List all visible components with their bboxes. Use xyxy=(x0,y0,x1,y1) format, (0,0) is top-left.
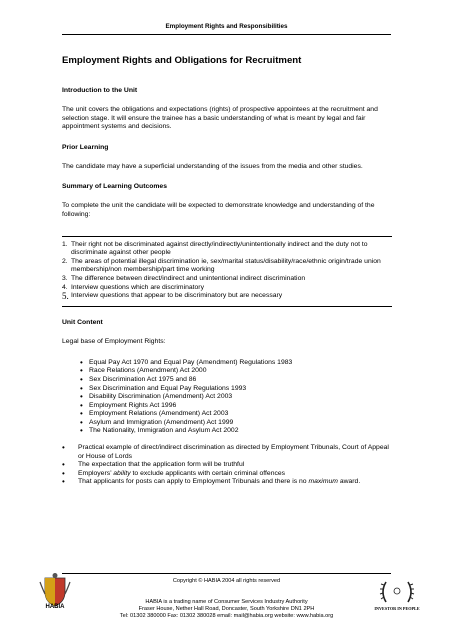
habia-logo-text: HABIA xyxy=(45,604,65,610)
footer-line: HABIA is a trading name of Consumer Services Industry Authority xyxy=(145,599,308,605)
point-text-start: Employers’ xyxy=(78,469,114,477)
summary-text: To complete the unit the candidate will be expected to demonstrate knowledge and understanding of the following: xyxy=(62,202,375,218)
bullet-icon: • xyxy=(62,477,65,487)
act-text: Equal Pay Act 1970 and Equal Pay (Amendment) Regulations 1983 xyxy=(89,358,293,366)
outcome-item xyxy=(62,284,392,293)
act-text: Employment Relations (Amendment) Act 2003 xyxy=(89,410,229,418)
bullet-icon: • xyxy=(80,400,83,410)
content-points-list xyxy=(62,444,392,487)
list-item xyxy=(80,393,392,402)
footer-divider xyxy=(62,573,391,574)
list-item xyxy=(80,385,392,394)
act-text: Disability Discrimination (Amendment) Act 2003 xyxy=(89,393,233,401)
act-text: Sex Discrimination Act 1975 and 86 xyxy=(89,375,197,383)
acts-list xyxy=(62,359,392,436)
unit-content-heading: Unit Content xyxy=(62,319,103,327)
copyright-text: Copyright © HABIA 2004 all rights reserved xyxy=(172,578,281,584)
act-text: Asylum and Immigration (Amendment) Act 1999 xyxy=(89,418,234,426)
bullet-icon: • xyxy=(80,426,83,436)
bullet-icon: • xyxy=(62,460,65,470)
point-text-end: to exclude applicants with certain criminal offences xyxy=(130,469,286,477)
list-item xyxy=(80,359,392,368)
outcome-number: 2. xyxy=(62,257,68,265)
list-item xyxy=(80,376,392,385)
list-item xyxy=(80,427,392,436)
list-item xyxy=(62,478,392,487)
outcome-item xyxy=(62,241,392,258)
bullet-icon: • xyxy=(80,357,83,367)
point-text: The expectation that the application form will be truthful xyxy=(78,461,245,469)
running-header: Employment Rights and Responsibilities xyxy=(62,23,391,35)
list-item xyxy=(62,470,392,479)
bullet-icon: • xyxy=(80,374,83,384)
outcome-item xyxy=(62,275,392,284)
prior-learning-heading: Prior Learning xyxy=(62,143,109,151)
list-item xyxy=(80,367,392,376)
bullet-icon: • xyxy=(80,409,83,419)
bullet-icon: • xyxy=(80,383,83,393)
outcome-number: 1. xyxy=(62,240,68,248)
intro-heading: Introduction to the Unit xyxy=(62,87,138,94)
outcome-text: Interview questions which are discriminatory xyxy=(71,283,204,291)
outcome-item xyxy=(62,292,392,301)
bullet-icon: • xyxy=(80,366,83,376)
page-title: Employment Rights and Obligations for Recruitment xyxy=(62,55,302,66)
point-text-start: That applicants for posts can apply to Employment Tribunals and there is no xyxy=(78,478,309,486)
investor-in-people-logo-text: INVESTOR IN PEOPLE xyxy=(374,606,420,611)
intro-text: The unit covers the obligations and expectations (rights) of prospective appointees at the recruitment and selection stage. It will ensure the trainee has a basic understanding of what is meant by legal and fair appointment systems and decisions. xyxy=(62,106,378,131)
act-text: The Nationality, Immigration and Asylum Act 2002 xyxy=(89,427,239,435)
act-text: Sex Discrimination and Equal Pay Regulations 1993 xyxy=(89,384,247,392)
bullet-icon: • xyxy=(62,443,65,453)
bullet-icon: • xyxy=(62,468,65,478)
point-text-end: award. xyxy=(337,478,361,486)
point-emphasis: maximum xyxy=(308,478,338,486)
list-item xyxy=(80,402,392,411)
main-content xyxy=(62,55,392,487)
outcome-text: The difference between direct/indirect and unintentional indirect discrimination xyxy=(71,274,306,282)
point-emphasis: ability xyxy=(113,469,131,477)
point-text: Practical example of direct/indirect discrimination as directed by Employment Tribunals, Court of Appeal or House of Lords xyxy=(78,444,389,460)
prior-learning-text: The candidate may have a superficial understanding of the issues from the media and other studies. xyxy=(62,162,363,170)
outcome-text: Interview questions that appear to be discriminatory but are necessary xyxy=(71,292,283,300)
outcome-item xyxy=(62,258,392,275)
outcome-number: 5. xyxy=(62,291,69,302)
list-item xyxy=(80,410,392,419)
outcome-text: The areas of potential illegal discrimination ie, sex/marital status/disability/race/ethnic origin/trade union membership/non membership/part time working xyxy=(71,257,381,274)
act-text: Race Relations (Amendment) Act 2000 xyxy=(89,367,207,375)
footer-line: Fraser House, Nether Hall Road, Doncaster, South Yorkshire DN1 2PH xyxy=(138,605,315,612)
list-item xyxy=(62,444,392,461)
list-item xyxy=(80,419,392,428)
outcome-text: Their right not be discriminated against directly/indirectly/unintentionally indirect and the duty not to discriminate against other people xyxy=(71,240,368,257)
bullet-icon: • xyxy=(80,417,83,427)
point-text xyxy=(78,478,360,487)
legal-base-intro: Legal base of Employment Rights: xyxy=(62,338,166,346)
summary-heading: Summary of Learning Outcomes xyxy=(62,183,167,191)
list-item xyxy=(62,461,392,470)
act-text: Employment Rights Act 1996 xyxy=(89,401,177,409)
bullet-icon: • xyxy=(80,392,83,402)
learning-outcomes-list xyxy=(62,236,392,308)
footer-line: Tel: 01302 380000 Fax: 01302 380028 email: mail@habia.org website: www.habia.org xyxy=(119,612,334,619)
outcome-number: 4. xyxy=(62,283,68,291)
point-text xyxy=(78,470,285,479)
outcome-number: 3. xyxy=(62,274,68,282)
